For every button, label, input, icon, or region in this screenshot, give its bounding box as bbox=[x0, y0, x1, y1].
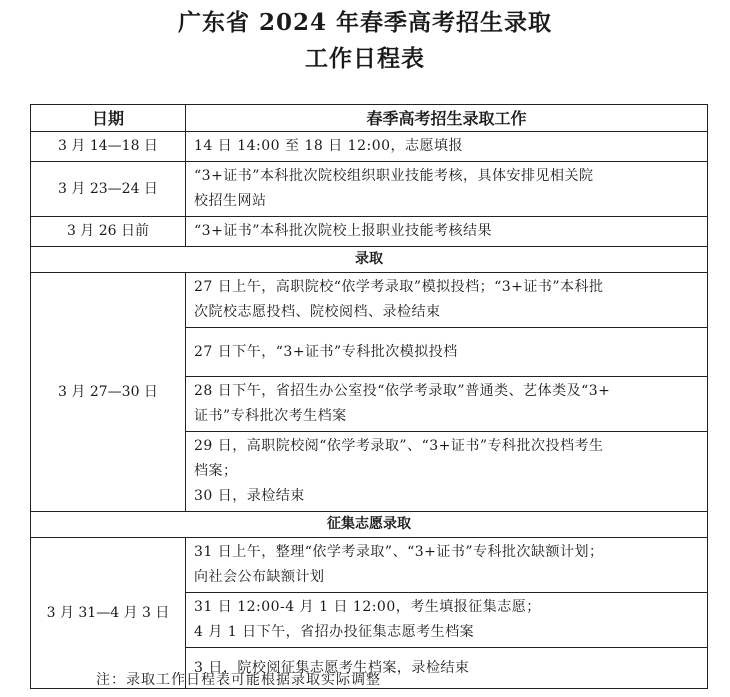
row-date: 3 月 27—30 日 bbox=[31, 273, 186, 512]
header-work: 春季高考招生录取工作 bbox=[186, 105, 708, 132]
section-supplementary: 征集志愿录取 bbox=[31, 512, 708, 538]
task-line: “3+证书”本科批次院校上报职业技能考核结果 bbox=[194, 223, 492, 239]
row-task bbox=[186, 593, 708, 648]
section-admission: 录取 bbox=[31, 247, 708, 273]
task-line: “3+证书”本科批次院校组织职业技能考核，具体安排见相关院 bbox=[194, 168, 594, 184]
task-line: 档案； bbox=[194, 463, 238, 479]
row-date: 3 月 23—24 日 bbox=[31, 162, 186, 217]
document-title-line-2: 工作日程表 bbox=[305, 45, 425, 72]
row-task bbox=[186, 328, 708, 377]
row-task bbox=[186, 432, 708, 512]
row-task bbox=[186, 162, 708, 217]
task-line: 3 日，院校阅征集志愿考生档案，录检结束 bbox=[194, 659, 470, 676]
row-date: 3 月 26 日前 bbox=[31, 217, 186, 247]
document-title-line-1: 广东省 2024 年春季高考招生录取 bbox=[177, 9, 553, 36]
task-line: 28 日下午，省招生办公室投“依学考录取”普通类、艺体类及“3+ bbox=[194, 383, 611, 399]
task-line: 29 日，高职院校阅“依学考录取”、“3+证书”专科批次投档考生 bbox=[194, 438, 604, 454]
table-row bbox=[31, 538, 708, 593]
row-date: 3 月 31—4 月 3 日 bbox=[31, 538, 186, 689]
table-row bbox=[31, 132, 708, 162]
table-header-row bbox=[31, 105, 708, 132]
schedule-table bbox=[30, 104, 708, 689]
task-line: 向社会公布缺额计划 bbox=[194, 569, 325, 585]
task-line: 31 日 12:00-4 月 1 日 12:00，考生填报征集志愿； bbox=[194, 599, 541, 615]
table-row bbox=[31, 217, 708, 247]
table-row bbox=[31, 273, 708, 328]
row-task bbox=[186, 132, 708, 162]
task-line: 次院校志愿投档、院校阅档、录检结束 bbox=[194, 304, 441, 320]
task-line: 证书”专科批次考生档案 bbox=[194, 408, 347, 424]
section-row bbox=[31, 247, 708, 273]
task-line: 14 日 14:00 至 18 日 12:00，志愿填报 bbox=[194, 138, 464, 154]
row-date: 3 月 14—18 日 bbox=[31, 132, 186, 162]
footnote: 注：录取工作日程表可能根据录取实际调整 bbox=[96, 672, 381, 688]
section-row bbox=[31, 512, 708, 538]
task-line: 30 日，录检结束 bbox=[194, 488, 305, 504]
header-date: 日期 bbox=[31, 105, 186, 132]
task-line: 31 日上午，整理“依学考录取”、“3+证书”专科批次缺额计划； bbox=[194, 544, 604, 560]
row-task bbox=[186, 538, 708, 593]
task-line: 4 月 1 日下午，省招办投征集志愿考生档案 bbox=[194, 624, 475, 640]
task-line: 校招生网站 bbox=[194, 193, 267, 209]
row-task bbox=[186, 377, 708, 432]
task-line: 27 日上午，高职院校“依学考录取”模拟投档；“3+证书”本科批 bbox=[194, 279, 604, 295]
row-task bbox=[186, 217, 708, 247]
task-line: 27 日下午，“3+证书”专科批次模拟投档 bbox=[194, 343, 458, 360]
table-row bbox=[31, 162, 708, 217]
row-task bbox=[186, 273, 708, 328]
